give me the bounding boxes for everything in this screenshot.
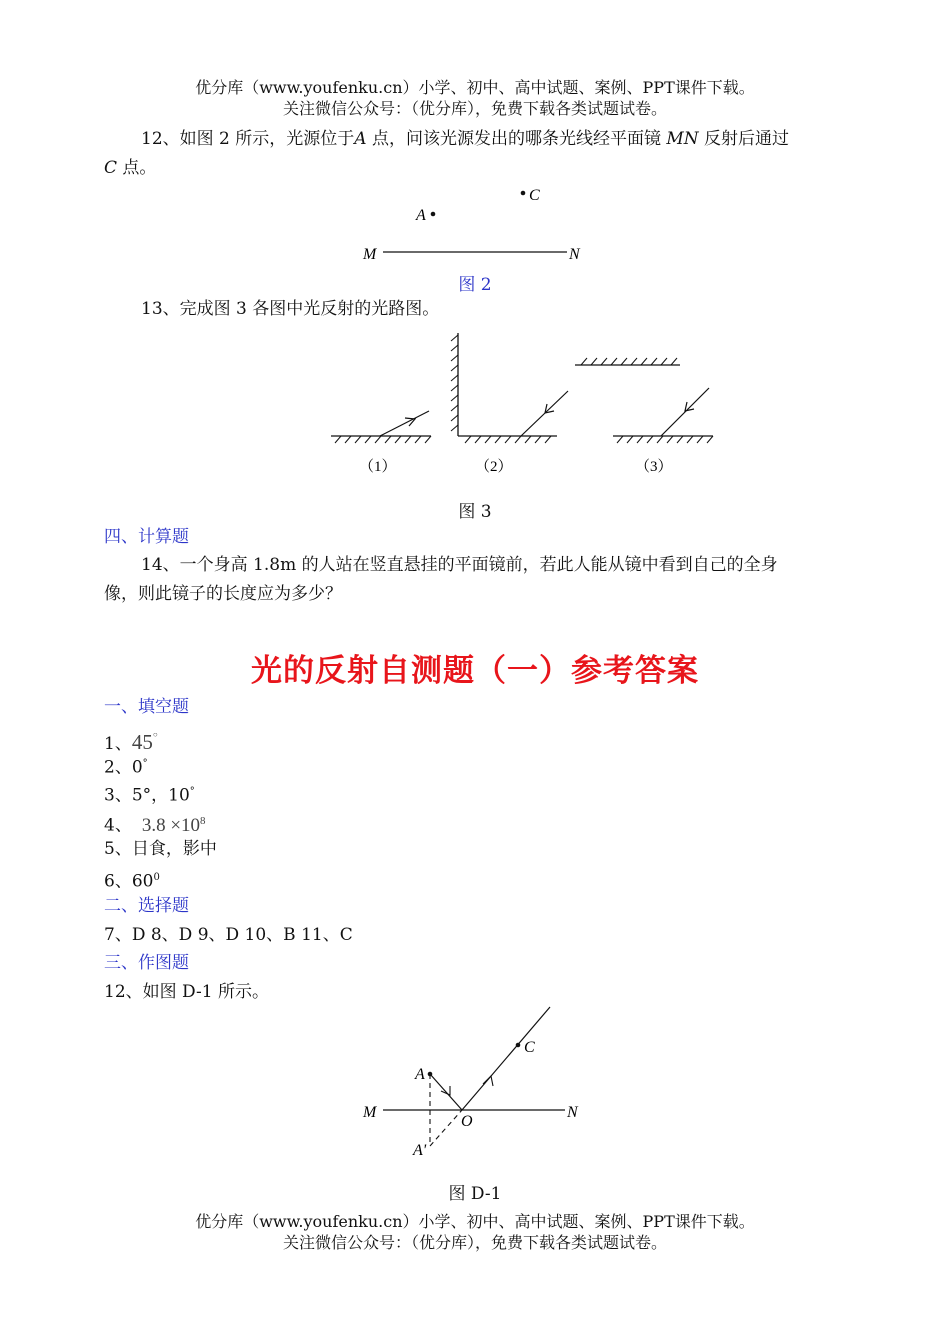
header-line-2: 关注微信公众号：（优分库），免费下载各类试题试卷。	[282, 99, 667, 118]
answer-1	[104, 724, 158, 755]
q12-mirror-mn: MN	[666, 129, 699, 149]
figure-3	[325, 325, 720, 480]
fig2-label-c: C	[529, 187, 540, 204]
fig3-label-1: （1）	[359, 459, 397, 475]
d1-label-a-prime: A'	[413, 1142, 427, 1159]
figure-d1-caption: 图 D-1	[448, 1184, 502, 1204]
answer-3-text: 3、5°，10	[104, 785, 190, 806]
d1-label-o: O	[461, 1113, 473, 1130]
point-a-dot	[431, 212, 436, 217]
answer-4	[104, 810, 206, 837]
q12-text-c: 反射后通过	[698, 129, 790, 149]
fig3-diagram-2	[451, 333, 568, 443]
d1-incident-ray	[430, 1074, 462, 1110]
fig2-label-m: M	[363, 246, 377, 263]
answer-1-value: 45	[131, 730, 153, 754]
footer-line-2: 关注微信公众号：（优分库），免费下载各类试题试卷。	[282, 1233, 667, 1252]
q12-text-a: 12、如图 2 所示，光源位于	[141, 129, 355, 149]
figure-3-caption: 图 3	[458, 502, 492, 522]
question-14-line-2: 像，则此镜子的长度应为多少？	[104, 584, 342, 604]
question-12	[141, 128, 789, 150]
fig3-3-arrow-icon	[685, 402, 694, 411]
answer-1-label: 1、	[104, 734, 132, 754]
answers-section-3: 三、作图题	[104, 953, 189, 973]
q12-text-d: 点。	[117, 158, 157, 178]
fig3-diagram-3	[575, 358, 713, 443]
d1-label-n: N	[567, 1104, 578, 1121]
answer-2-degree: °	[142, 758, 148, 769]
d1-point-c-dot	[516, 1043, 521, 1048]
fig3-label-3: （3）	[635, 459, 673, 475]
d1-label-c: C	[524, 1039, 535, 1056]
answer-12: 12、如图 D-1 所示。	[104, 982, 269, 1002]
section-4-heading: 四、计算题	[104, 527, 189, 547]
answer-3	[104, 781, 195, 807]
header-line-1: 优分库（www.youfenku.cn）小学、初中、高中试题、案例、PPT课件下载。	[195, 78, 755, 97]
answer-4-value: 3.8 ×10	[141, 814, 201, 836]
fig3-label-2: （2）	[475, 459, 513, 475]
answers-title: 光的反射自测题（一）参考答案	[251, 653, 699, 689]
fig2-label-n: N	[569, 246, 580, 263]
fig2-label-a: A	[416, 207, 426, 224]
fig3-3-ray	[661, 388, 709, 436]
answer-2	[104, 753, 148, 779]
answers-section-2: 二、选择题	[104, 896, 189, 916]
question-14-line-1: 14、一个身高 1.8m 的人站在竖直悬挂的平面镜前，若此人能从镜中看到自己的全身	[141, 555, 778, 575]
answers-section-1: 一、填空题	[104, 697, 189, 717]
answer-6-text: 6、60	[104, 871, 154, 892]
point-c-dot	[521, 191, 526, 196]
fig3-1-ray	[380, 411, 429, 436]
footer-line-1: 优分库（www.youfenku.cn）小学、初中、高中试题、案例、PPT课件下载。	[195, 1212, 755, 1231]
d1-label-m: M	[363, 1104, 377, 1121]
figure-d1	[355, 1000, 595, 1165]
q12-point-a: A	[354, 129, 367, 149]
figure-2	[355, 180, 595, 270]
answer-4-exponent: 8	[200, 815, 206, 827]
question-13: 13、完成图 3 各图中光反射的光路图。	[141, 299, 440, 319]
answers-7-11: 7、D 8、D 9、D 10、B 11、C	[104, 925, 353, 945]
d1-virtual-ray	[430, 1110, 462, 1146]
d1-reflected-ray	[462, 1007, 550, 1110]
answer-3-degree: °	[189, 786, 195, 797]
answer-4-label: 4、	[104, 815, 132, 836]
answer-6-exponent: 0	[153, 872, 160, 883]
d1-label-a: A	[415, 1066, 425, 1083]
fig3-diagram-1	[331, 411, 431, 443]
q12-text-b: 点，问该光源发出的哪条光线经平面镜	[366, 129, 667, 149]
figure-2-caption: 图 2	[458, 275, 492, 295]
d1-point-a-dot	[428, 1072, 433, 1077]
q12-point-c: C	[104, 158, 118, 178]
answer-5: 5、日食，影中	[104, 839, 217, 859]
answer-1-degree: ○	[152, 730, 158, 739]
answer-2-text: 2、0	[104, 757, 143, 778]
answer-6	[104, 867, 160, 893]
question-12-cont	[104, 157, 156, 179]
